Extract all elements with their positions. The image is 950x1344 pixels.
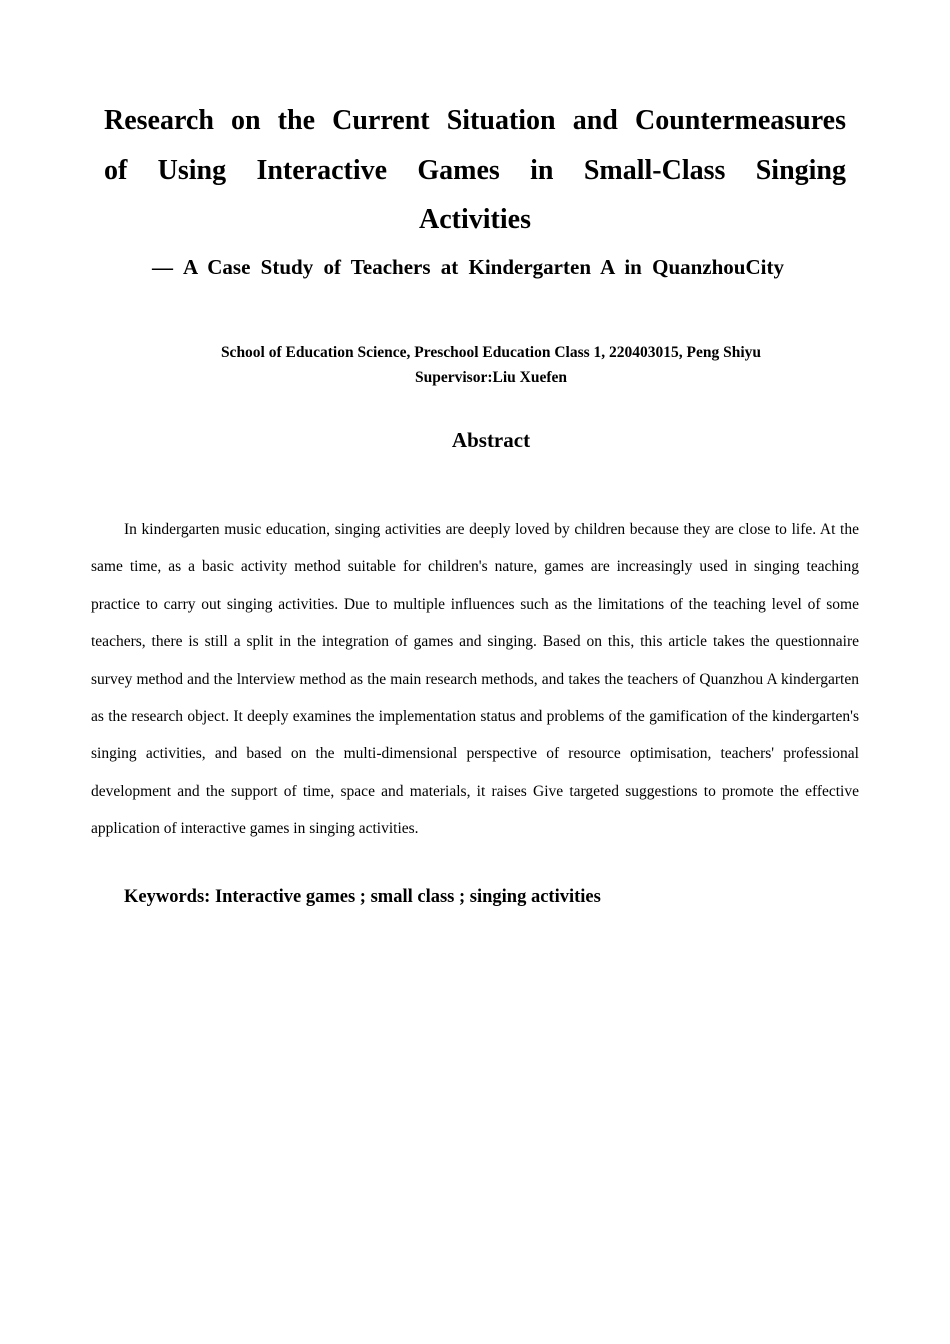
keywords-line: Keywords: Interactive games ; small class ; singing activities <box>124 887 601 907</box>
paper-subtitle <box>152 252 852 282</box>
abstract-body: In kindergarten music education, singing activities are deeply loved by children because they are close to life. At the same time, as a basic activity method suitable for children's nature, games are increasingly used in singing teaching practice to carry out singing activities. Due to multiple influences such as the limitations of the teaching level of some teachers, there is still a split in the integration of games and singing. Based on this, this article takes the questionnaire survey method and the lnterview method as the main research methods, and takes the teachers of Quanzhou A kindergarten as the research object. It deeply examines the implementation status and problems of the gamification of the kindergarten's singing activities, and based on the multi-dimensional perspective of resource optimisation, teachers' professional development and the support of time, space and materials, it raises Give targeted suggestions to promote the effective application of interactive games in singing activities. <box>91 521 859 838</box>
supervisor-line: Supervisor:Liu Xuefen <box>415 369 567 386</box>
paper-title: Research on the Current Situation and Countermeasures of Using Interactive Games in Small-Class Singing Activities <box>104 105 846 235</box>
abstract-heading: Abstract <box>451 428 531 452</box>
author-affiliation: School of Education Science, Preschool Education Class 1, 220403015, Peng Shiyu <box>220 344 762 361</box>
subtitle-text: A Case Study of Teachers at Kindergarten A in QuanzhouCity <box>183 255 784 279</box>
subtitle-dash: — <box>152 255 173 279</box>
